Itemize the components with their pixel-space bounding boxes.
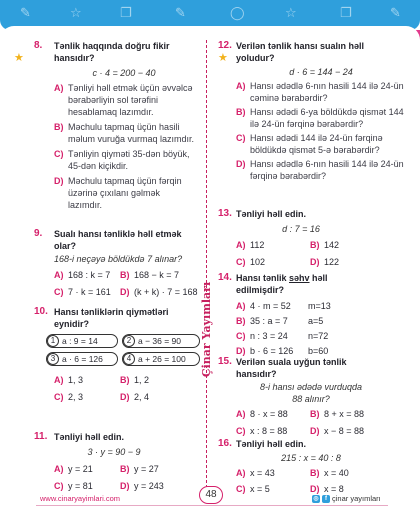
option-b[interactable]: B) 168 − k = 7 — [120, 270, 180, 280]
question-14 — [218, 272, 410, 357]
star-doodle-icon: ☆ — [70, 6, 82, 21]
option-c[interactable]: C) Hansı ədədi 144 ilə 24-ün fərqinə böldükdə qismət 5-ə bərabərdir? — [236, 133, 383, 155]
book-doodle-icon: ❐ — [340, 6, 352, 21]
question-number: 14. — [218, 272, 232, 283]
question-number: 9. — [34, 228, 43, 239]
option-a[interactable]: A) 112 — [236, 240, 265, 250]
question-title: Hansı tənliklərin qiymətləri eynidir? — [54, 307, 169, 329]
brand-vertical-label: Çinar Yayımları — [198, 292, 216, 366]
option-d[interactable]: D) x − 8 = 88 — [310, 426, 365, 436]
question-number: 8. — [34, 40, 43, 51]
pencil-doodle-icon: ✎ — [20, 6, 31, 21]
option-d[interactable]: D) 2, 4 — [120, 392, 150, 402]
question-number: 12. — [218, 40, 232, 51]
option-b[interactable]: B) 8 + x = 88 — [310, 409, 365, 419]
question-number: 15. — [218, 356, 232, 367]
option-c[interactable]: C) n : 3 = 24 n=72 — [236, 331, 329, 341]
question-number: 11. — [34, 431, 48, 442]
question-title: Verilən tənlik hansı sualın həll yoludur? — [236, 41, 365, 63]
question-number: 16. — [218, 438, 232, 449]
option-c[interactable]: C) Tənliyin qiyməti 35-dən böyük, 45-dən kiçikdir. — [54, 149, 190, 171]
option-a[interactable]: A) 1, 3 — [54, 375, 84, 385]
question-number: 10. — [34, 306, 48, 317]
facebook-icon[interactable]: f — [322, 495, 330, 503]
option-c[interactable]: C) 102 — [236, 257, 266, 267]
question-12 — [218, 40, 410, 182]
equation-pill-2: 2 a − 36 = 90 — [122, 334, 200, 348]
question-10 — [34, 306, 200, 403]
question-8 — [14, 40, 200, 211]
option-d[interactable]: D) x = 8 — [310, 484, 344, 494]
question-title: Verilən suala uyğun tənlik hansıdır? — [236, 357, 347, 379]
question-title: Tənliyi həll edin. — [236, 209, 307, 219]
question-expression: c · 4 = 200 − 40 — [92, 68, 156, 78]
question-expression: 8-i hansı ədədə vurduqda — [259, 382, 363, 392]
book-doodle-icon: ❐ — [120, 6, 132, 21]
option-b[interactable]: B) y = 27 — [120, 464, 159, 474]
option-b[interactable]: B) Hansı ədədi 6-ya böldükdə qismət 144 ilə 24-ün fərqinə bərabərdir? — [236, 107, 404, 129]
equation-pill-1: 1 a : 9 = 14 — [46, 334, 118, 348]
question-expression: d · 6 = 144 − 24 — [289, 67, 353, 77]
option-c[interactable]: C) 2, 3 — [54, 392, 84, 402]
option-a[interactable]: A) 4 · m = 52 m=13 — [236, 301, 331, 311]
question-expression: d : 7 = 16 — [282, 224, 320, 234]
pencil-doodle-icon: ✎ — [175, 6, 186, 21]
option-c[interactable]: C) x = 5 — [236, 484, 270, 494]
option-b[interactable]: B) 35 : a = 7 a=5 — [236, 316, 324, 326]
option-b[interactable]: B) x = 40 — [310, 468, 349, 478]
question-9 — [34, 228, 200, 298]
question-title: Hansı tənlik səhv həll edilmişdir? — [236, 273, 328, 295]
option-d[interactable]: D) Məchulu tapmaq üçün fərqin üzərinə çıxılanı gəlmək lazımdır. — [54, 176, 182, 210]
option-a[interactable]: A) y = 21 — [54, 464, 93, 474]
question-15 — [218, 356, 410, 437]
option-a[interactable]: A) Tənliyi həll etmək üçün əvvəlcə bərabərliyin sol tərəfini hesablamaq lazımdır. — [54, 83, 193, 117]
question-expression: 215 : x = 40 : 8 — [281, 453, 341, 463]
question-expression-line2: 88 alınır? — [292, 394, 330, 404]
pencil-doodle-icon: ✎ — [390, 6, 401, 21]
question-11 — [34, 431, 200, 492]
page-number: 48 — [199, 486, 223, 504]
instagram-icon[interactable]: ◎ — [313, 495, 319, 502]
option-d[interactable]: D) y = 243 — [120, 481, 164, 491]
star-icon: ★ — [218, 51, 228, 64]
option-d[interactable]: D) b · 6 = 126 b=60 — [236, 346, 329, 356]
option-c[interactable]: C) y = 81 — [54, 481, 93, 491]
option-a[interactable]: A) 8 · x = 88 — [236, 409, 288, 419]
star-icon: ★ — [14, 51, 24, 64]
column-divider — [206, 40, 207, 498]
star-doodle-icon: ☆ — [285, 6, 297, 21]
question-number: 13. — [218, 208, 232, 219]
social-handle: çinar yayımları — [332, 494, 381, 503]
question-16 — [218, 438, 410, 495]
option-b[interactable]: B) 1, 2 — [120, 375, 150, 385]
option-a[interactable]: A) x = 43 — [236, 468, 275, 478]
website-link[interactable]: www.cinaryayimlari.com — [40, 494, 121, 503]
equation-pill-3: 3 a · 6 = 126 — [46, 352, 118, 366]
option-a[interactable]: A) Hansı ədədlə 6-nın hasili 144 ilə 24-ün cəminə bərabərdir? — [236, 81, 404, 103]
option-d[interactable]: D) Hansı ədədlə 6-nın hasili 144 ilə 24-ün fərqinə bərabərdir? — [236, 159, 404, 181]
option-c[interactable]: C) x : 8 = 88 — [236, 426, 288, 436]
question-expression: 168-i neçəyə böldükdə 7 alınar? — [54, 254, 183, 264]
option-b[interactable]: B) 142 — [310, 240, 340, 250]
option-c[interactable]: C) 7 · k = 161 — [54, 287, 111, 297]
option-d[interactable]: D) 122 — [310, 257, 340, 267]
social-links[interactable] — [312, 494, 381, 503]
option-d[interactable]: D) (k + k) · 7 = 168 — [120, 287, 198, 297]
option-b[interactable]: B) Məchulu tapmaq üçün hasili məlum vuruğa vurmaq lazımdır. — [54, 122, 195, 144]
question-expression: 3 · y = 90 − 9 — [87, 447, 141, 457]
question-title: Tənliyi həll edin. — [236, 439, 307, 449]
footer-line — [36, 505, 388, 506]
question-title: Tənliyi həll edin. — [54, 432, 125, 442]
circle-doodle-icon: ◯ — [230, 6, 245, 21]
question-title: Sualı hansı tənliklə həll etmək olar? — [54, 229, 182, 251]
equation-pill-4: 4 a + 26 = 100 — [122, 352, 200, 366]
option-a[interactable]: A) 168 : k = 7 — [54, 270, 111, 280]
question-13 — [218, 208, 410, 268]
question-title: Tənlik haqqında doğru fikir hansıdır? — [54, 41, 170, 63]
